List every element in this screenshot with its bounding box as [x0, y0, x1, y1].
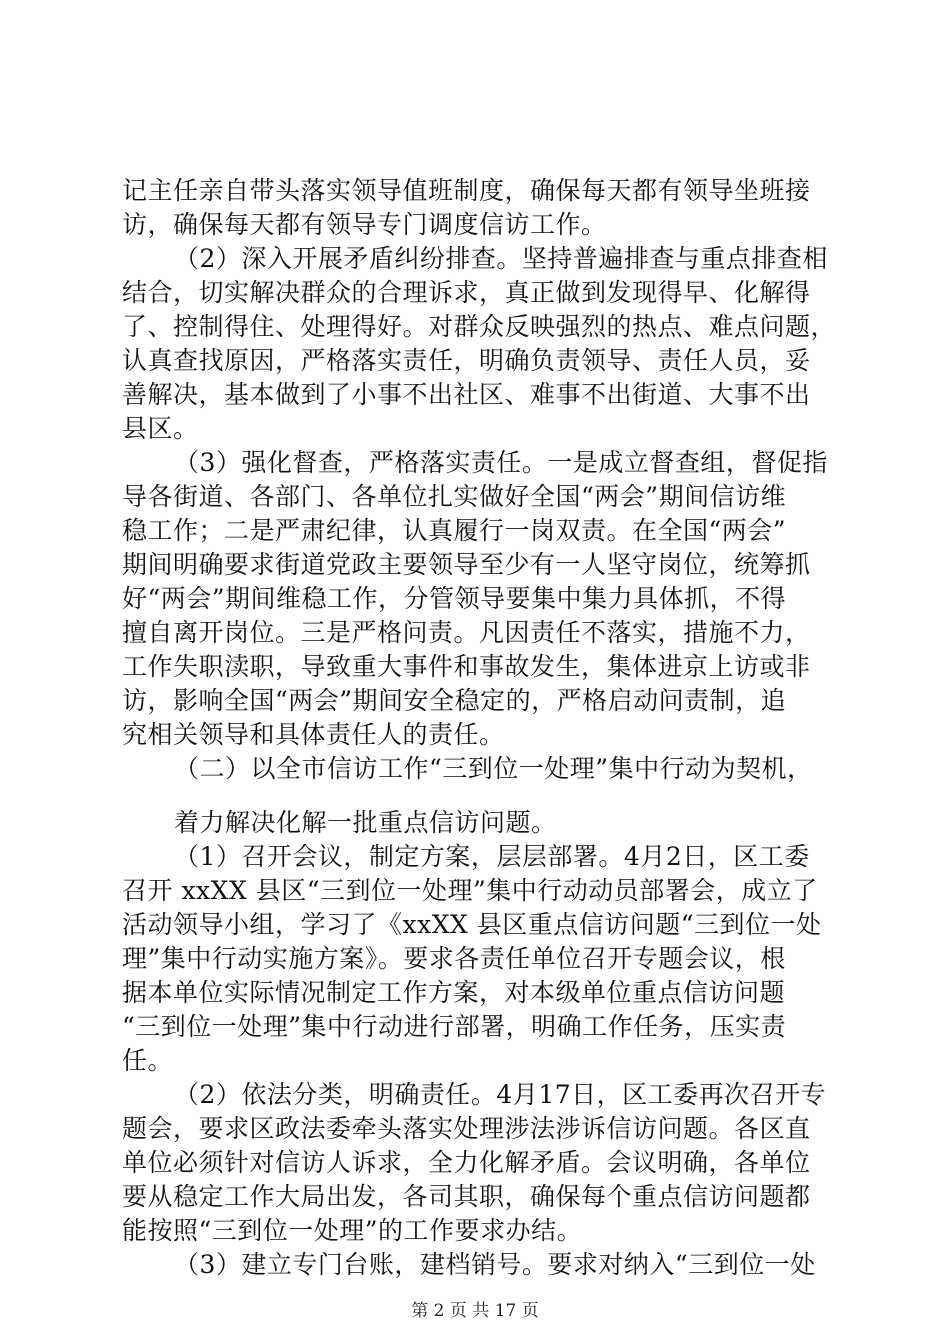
- text-line: 据本单位实际情况制定工作方案，对本级单位重点信访问题: [122, 978, 786, 1007]
- text-line: 结合，切实解决群众的合理诉求，真正做到发现得早、化解得: [122, 278, 811, 307]
- text-line: 导各街道、各部门、各单位扎实做好全国“两会”期间信访维: [122, 482, 787, 511]
- text-line: 善解决，基本做到了小事不出社区、难事不出街道、大事不出: [122, 380, 811, 409]
- text-line: 能按照“三到位一处理”的工作要求办结。: [122, 1216, 583, 1245]
- text-line: 召开 xxXX 县区“三到位一处理”集中行动动员部署会，成立了: [122, 876, 818, 905]
- text-line: 了、控制得住、处理得好。对群众反映强烈的热点、难点问题，: [122, 312, 837, 341]
- text-line: 单位必须针对信访人诉求，全力化解矛盾。会议明确，各单位: [122, 1148, 811, 1177]
- section-heading: （二）以全市信访工作“三到位一处理”集中行动为契机，: [174, 754, 813, 783]
- text-line: 稳工作；二是严肃纪律，认真履行一岗双责。在全国“两会”: [122, 516, 787, 545]
- text-line: 认真查找原因，严格落实责任，明确负责领导、责任人员，妥: [122, 346, 811, 375]
- text-line: 擅自离开岗位。三是严格问责。凡因责任不落实，措施不力，: [122, 618, 811, 647]
- text-line: （3）建立专门台账，建档销号。要求对纳入“三到位一处: [174, 1250, 816, 1279]
- text-line: 理”集中行动实施方案》。要求各责任单位召开专题会议，根: [122, 944, 786, 973]
- section-heading: 着力解决化解一批重点信访问题。: [174, 808, 557, 837]
- text-line: 访，影响全国“两会”期间安全稳定的，严格启动问责制，追: [122, 686, 787, 715]
- text-line: （3）强化督查，严格落实责任。一是成立督查组，督促指: [174, 448, 828, 477]
- text-line: 记主任亲自带头落实领导值班制度，确保每天都有领导坐班接: [122, 176, 811, 205]
- text-line: （2）深入开展矛盾纠纷排查。坚持普遍排查与重点排查相: [174, 244, 828, 273]
- text-line: 县区。: [122, 414, 199, 443]
- text-line: 访，确保每天都有领导专门调度信访工作。: [122, 210, 607, 239]
- text-line: 要从稳定工作大局出发，各司其职，确保每个重点信访问题都: [122, 1182, 811, 1211]
- text-line: 好“两会”期间维稳工作，分管领导要集中集力具体抓，不得: [122, 584, 787, 613]
- text-line: “三到位一处理”集中行动进行部署，明确工作任务，压实责: [122, 1012, 787, 1041]
- page-number-footer: 第 2 页 共 17 页: [411, 1301, 539, 1321]
- text-line: 任。: [122, 1046, 174, 1075]
- text-line: （2）依法分类，明确责任。4月17日，区工委再次召开专: [174, 1080, 827, 1109]
- text-line: 究相关领导和具体责任人的责任。: [122, 720, 505, 749]
- text-line: （1）召开会议，制定方案，层层部署。4月2日，区工委: [174, 842, 810, 871]
- text-line: 期间明确要求街道党政主要领导至少有一人坚守岗位，统筹抓: [122, 550, 811, 579]
- text-line: 工作失职渎职，导致重大事件和事故发生，集体进京上访或非: [122, 652, 811, 681]
- text-line: 题会，要求区政法委牵头落实处理涉法涉诉信访问题。各区直: [122, 1114, 811, 1143]
- text-line: 活动领导小组，学习了《xxXX 县区重点信访问题“三到位一处: [122, 910, 822, 939]
